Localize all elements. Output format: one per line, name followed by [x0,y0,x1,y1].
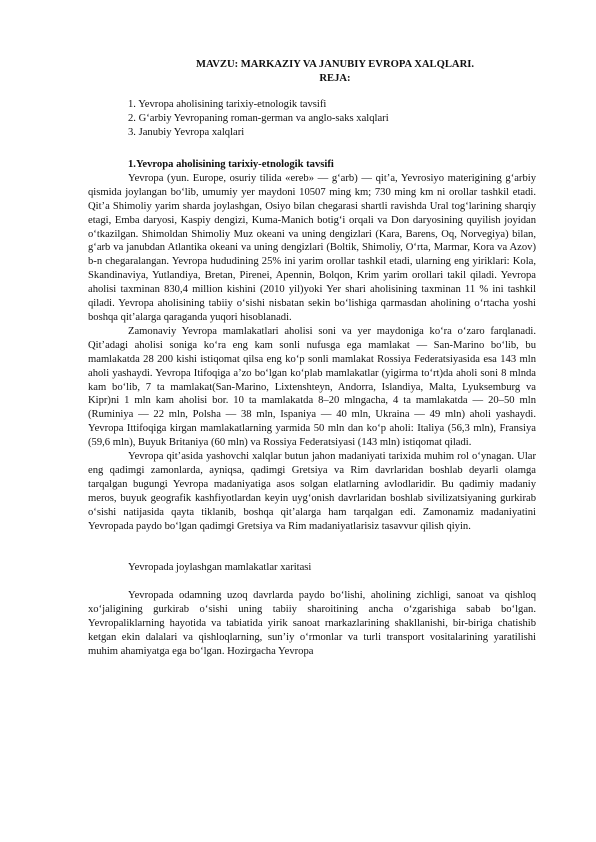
paragraph: Yevropada odamning uzoq davrlarda paydo bo‘lishi, aholining zichligi, sanoat va qishloq xo‘jaligining gurkirab o‘sishi uning tabiiy sharoitining ancha o‘zgarishiga sabab bo‘lgan. Yevropaliklarning hayotida va tabiatida yirik sanoat rnarkazlarining shakllanishi, bir-biriga chatishib ketgan ekin dalalari va qishloqlarning, sun’iy o‘rmonlar va turli transport vositalarining yaratilishi muhim ahamiyatga ega bo‘lgan. Hozirgacha Yevropa [88,590,536,657]
plan-item: 3. Janubiy Yevropa xalqlari [128,127,245,138]
document-title: MAVZU: MARKAZIY VA JANUBIY EVROPA XALQLARI. [195,59,474,70]
paragraph: Yevropa qit’asida yashovchi xalqlar butun jahon madaniyati tarixida muhim rol o‘ynagan. Ular eng qadimgi zamonlarda, ayniqsa, qadimgi Gretsiya va Rim davrlaridan boshlab deyarli olamga tarqalgan bugungi Yevropa madaniyatiga asos solgan elatlarning avlodlaridir. Bu qadimiy madaniy meros, buyuk geografik kashfiyotlardan keyin uyg‘onish davrlaridan boshlab sivilizatsiyaning gurkirab o‘sishi natijasida qayta tiklanib, boshqa qit’alarga ham tarqalgan edi. Zamonamiz madaniyatini Yevropada paydo bo‘lgan qadimgi Gretsiya va Rim madaniyatlarisiz tasavvur qilish qiyin. [88,451,536,532]
plan-heading: REJA: [319,73,351,84]
document-body [88,158,536,659]
section-heading: 1.Yevropa aholisining tarixiy-etnologik tavsifi [128,159,334,170]
spacer [88,547,536,561]
paragraph: Yevropa (yun. Europe, osuriy tilida «ereb» — g‘arb) — qit’a, Yevrosiyo materigining g‘arbiy qismida joylangan bo‘lib, umumiy yer maydoni 10507 ming km; 730 ming km ni orollar tashkil etadi. Qit’a Shimoliy yarim sharda joylashgan, Osiyo bilan chegarasi shartli ravishda Ural tog‘larining sharqiy etagi, Emba daryosi, Kaspiy dengizi, Kuma-Manich botig‘i orqali va Don daryosining quyilish joyidan o‘tkazilgan. Shimoldan Shimoliy Muz okeani va uning dengizlari (Kara, Barens, Oq, Norvegiya) bilan, g‘arb va janubdan Atlantika okeani va uning dengizlari (Boltik, Shimoliy, O‘rta, Marmar, Kora va Azov) b-n chegaralangan. Yevropa hududining 25% ini yarim orollar tashkil etadi, ularning eng yiriklari: Kola, Skandinaviya, Yutlandiya, Bretan, Pirenei, Apennin, Bolqon, Krim yarim orollari takil qiladi. Yevropa aholisi taxminan 830,4 million kishini (2010 yil)yoki Yer shari aholisining taxminan 11 % ini tashkil qiladi. Yevropa aholisining tabiiy o‘sishi nisbatan sekin bo‘lishiga qarmasdan aholining o‘rtacha yoshi boshqa qit’alarga qaraganda yuqori hisoblanadi. [88,172,536,323]
map-caption: Yevropada joylashgan mamlakatlar xaritasi [128,562,312,574]
plan-item: 1. Yevropa aholisining tarixiy-etnologik tavsifi [128,99,327,110]
paragraph: Zamonaviy Yevropa mamlakatlari aholisi soni va yer maydoniga ko‘ra o‘zaro farqlanadi. Qit’adagi aholisi soniga ko‘ra eng kam sonli nufusga ega mamlakat — San-Marino bo‘lib, bu mamlakatda 28 200 kishi istiqomat qilsa eng ko‘p sonli mamlakat Rossiya Federatsiyasida esa 143 mln aholi yashaydi. Yevropa Itifoqiga a’zo bo‘lgan ko‘plab mamlakatlar (yigirma to‘rt)da aholi soni 8 mlnda kam bo‘lib, 7 ta mamlakat(San-Marino, Lixtenshteyn, Andorra, Islandiya, Malta, Lyuksemburg va Kipr)ni 1 mln kam aholisi bor. 10 ta mamlakatda 8–20 mlngacha, 4 ta mamlakatda — 20–50 mln (Ruminiya — 22 mln, Polsha — 38 mln, Ispaniya — 40 mln, Ukraina — 49 mln) aholi yashaydi. Yevropa Ittifoqiga kirgan mamlakatlarning yarmida 50 mln dan ko‘p aholi: Italiya (56,3 mln), Fransiya (59,6 mln), Buyuk Britaniya (60 mln) va Rossiya Federatsiyasi (143 mln) istiqomat qiladi. [88,325,536,449]
spacer [88,575,536,589]
plan-item: 2. G‘arbiy Yevropaning roman-german va anglo-saks xalqlari [128,113,389,124]
spacer [88,533,536,547]
plan-list [128,98,389,140]
